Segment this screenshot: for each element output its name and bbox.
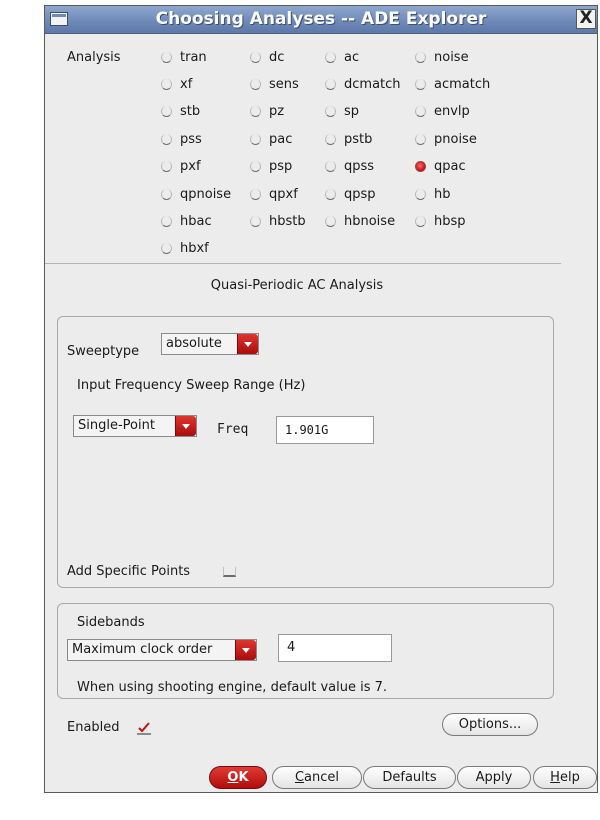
radio-unselected-icon bbox=[415, 106, 426, 117]
title-bar[interactable] bbox=[45, 6, 597, 34]
radio-label: tran bbox=[180, 49, 207, 65]
radio-unselected-icon bbox=[161, 161, 172, 172]
radio-qpxf[interactable] bbox=[250, 186, 298, 202]
radio-acmatch[interactable] bbox=[415, 76, 490, 92]
radio-label: pz bbox=[269, 104, 285, 120]
sidebands-mode-value: Maximum clock order bbox=[72, 642, 213, 657]
sweeptype-dropdown[interactable] bbox=[161, 333, 259, 355]
radio-unselected-icon bbox=[325, 52, 336, 63]
radio-label: qpac bbox=[434, 159, 466, 175]
radio-noise[interactable] bbox=[415, 49, 469, 65]
radio-unselected-icon bbox=[250, 79, 261, 90]
radio-unselected-icon bbox=[325, 134, 336, 145]
radio-label: hbxf bbox=[180, 241, 209, 257]
radio-label: pxf bbox=[180, 159, 201, 175]
chevron-down-icon bbox=[235, 640, 256, 660]
radio-unselected-icon bbox=[250, 189, 261, 200]
sweeptype-value: absolute bbox=[166, 336, 222, 351]
radio-label: ac bbox=[344, 49, 360, 65]
radio-pz[interactable] bbox=[250, 104, 284, 120]
cancel-label-rest: ancel bbox=[304, 770, 340, 785]
radio-label: acmatch bbox=[434, 76, 491, 92]
ok-mnemonic: O bbox=[227, 770, 239, 785]
radio-label: pstb bbox=[344, 131, 373, 147]
radio-label: hbnoise bbox=[344, 213, 396, 229]
radio-unselected-icon bbox=[250, 134, 261, 145]
radio-label: pss bbox=[180, 131, 202, 147]
cancel-button[interactable] bbox=[272, 766, 362, 789]
radio-unselected-icon bbox=[415, 189, 426, 200]
radio-qpnoise[interactable] bbox=[161, 186, 231, 202]
radio-sens[interactable] bbox=[250, 76, 299, 92]
help-label-rest: elp bbox=[559, 770, 580, 785]
radio-hbac[interactable] bbox=[161, 213, 212, 229]
radio-unselected-icon bbox=[415, 79, 426, 90]
sweep-range-label: Input Frequency Sweep Range (Hz) bbox=[77, 378, 306, 393]
sidebands-value-input[interactable]: 4 bbox=[278, 634, 392, 662]
radio-label: hbsp bbox=[434, 213, 466, 229]
radio-unselected-icon bbox=[161, 189, 172, 200]
radio-xf[interactable] bbox=[161, 76, 192, 92]
apply-button[interactable]: Apply bbox=[457, 766, 531, 789]
radio-unselected-icon bbox=[415, 52, 426, 63]
radio-unselected-icon bbox=[250, 161, 261, 172]
help-button[interactable] bbox=[533, 766, 597, 789]
radio-unselected-icon bbox=[415, 134, 426, 145]
radio-label: envlp bbox=[434, 104, 470, 120]
divider bbox=[45, 263, 561, 264]
radio-label: xf bbox=[180, 76, 193, 92]
radio-pss[interactable] bbox=[161, 131, 202, 147]
radio-label: qpxf bbox=[269, 186, 298, 202]
freq-input[interactable]: 1.901G bbox=[276, 416, 374, 444]
radio-qpsp[interactable] bbox=[325, 186, 376, 202]
radio-pac[interactable] bbox=[250, 131, 292, 147]
enabled-label: Enabled bbox=[67, 720, 120, 735]
radio-hb[interactable] bbox=[415, 186, 451, 202]
radio-label: psp bbox=[269, 159, 293, 175]
freq-label: Freq bbox=[217, 422, 249, 437]
sweep-range-value: Single-Point bbox=[78, 418, 155, 433]
radio-envlp[interactable] bbox=[415, 104, 470, 120]
radio-selected-icon bbox=[415, 161, 426, 172]
radio-label: sp bbox=[344, 104, 360, 120]
help-mnemonic: H bbox=[550, 770, 560, 785]
chevron-down-icon bbox=[237, 334, 258, 354]
radio-hbsp[interactable] bbox=[415, 213, 466, 229]
analysis-label: Analysis bbox=[67, 50, 121, 65]
options-button[interactable]: Options... bbox=[442, 713, 538, 736]
radio-label: qpsp bbox=[344, 186, 376, 202]
radio-pxf[interactable] bbox=[161, 159, 201, 175]
defaults-button[interactable]: Defaults bbox=[363, 766, 456, 789]
radio-label: qpss bbox=[344, 159, 375, 175]
radio-unselected-icon bbox=[161, 243, 172, 254]
add-specific-points-label: Add Specific Points bbox=[67, 564, 191, 579]
radio-unselected-icon bbox=[250, 106, 261, 117]
checkmark-icon bbox=[137, 722, 151, 735]
radio-tran[interactable] bbox=[161, 49, 207, 65]
radio-label: pac bbox=[269, 131, 293, 147]
radio-psp[interactable] bbox=[250, 159, 292, 175]
radio-unselected-icon bbox=[415, 216, 426, 227]
radio-unselected-icon bbox=[161, 79, 172, 90]
sidebands-mode-dropdown[interactable] bbox=[67, 639, 257, 661]
close-button[interactable]: X bbox=[576, 9, 596, 29]
radio-label: hbstb bbox=[269, 213, 306, 229]
sweeptype-label: Sweeptype bbox=[67, 344, 140, 359]
radio-unselected-icon bbox=[161, 52, 172, 63]
radio-unselected-icon bbox=[250, 52, 261, 63]
radio-qpss[interactable] bbox=[325, 159, 374, 175]
ok-button[interactable] bbox=[209, 766, 267, 789]
radio-unselected-icon bbox=[325, 106, 336, 117]
sidebands-label: Sidebands bbox=[77, 615, 145, 630]
radio-sp[interactable] bbox=[325, 104, 359, 120]
radio-label: dc bbox=[269, 49, 285, 65]
radio-qpac[interactable] bbox=[415, 159, 466, 175]
ok-label-rest: K bbox=[238, 770, 249, 785]
radio-hbstb[interactable] bbox=[250, 213, 306, 229]
radio-unselected-icon bbox=[161, 134, 172, 145]
radio-label: sens bbox=[269, 76, 299, 92]
radio-unselected-icon bbox=[250, 216, 261, 227]
radio-label: stb bbox=[180, 104, 201, 120]
radio-hbnoise[interactable] bbox=[325, 213, 395, 229]
radio-dc[interactable] bbox=[250, 49, 284, 65]
radio-label: hbac bbox=[180, 213, 212, 229]
radio-unselected-icon bbox=[161, 106, 172, 117]
chevron-down-icon bbox=[175, 416, 196, 436]
radio-unselected-icon bbox=[325, 161, 336, 172]
cancel-mnemonic: C bbox=[294, 770, 305, 785]
enabled-checkbox[interactable] bbox=[137, 722, 151, 735]
radio-unselected-icon bbox=[325, 79, 336, 90]
radio-pstb[interactable] bbox=[325, 131, 372, 147]
radio-stb[interactable] bbox=[161, 104, 200, 120]
section-title: Quasi-Periodic AC Analysis bbox=[210, 278, 384, 293]
add-specific-points-checkbox[interactable] bbox=[223, 567, 236, 577]
choosing-analyses-dialog bbox=[44, 5, 598, 793]
radio-ac[interactable] bbox=[325, 49, 359, 65]
radio-label: dcmatch bbox=[344, 76, 401, 92]
radio-label: hb bbox=[434, 186, 451, 202]
radio-label: noise bbox=[434, 49, 469, 65]
radio-hbxf[interactable] bbox=[161, 241, 209, 257]
radio-unselected-icon bbox=[325, 189, 336, 200]
radio-label: qpnoise bbox=[180, 186, 232, 202]
radio-pnoise[interactable] bbox=[415, 131, 477, 147]
radio-unselected-icon bbox=[325, 216, 336, 227]
sidebands-note: When using shooting engine, default value is 7. bbox=[77, 680, 388, 695]
radio-unselected-icon bbox=[161, 216, 172, 227]
window-title: Choosing Analyses -- ADE Explorer bbox=[155, 9, 487, 29]
sweep-range-dropdown[interactable] bbox=[73, 415, 197, 437]
radio-dcmatch[interactable] bbox=[325, 76, 401, 92]
radio-label: pnoise bbox=[434, 131, 477, 147]
